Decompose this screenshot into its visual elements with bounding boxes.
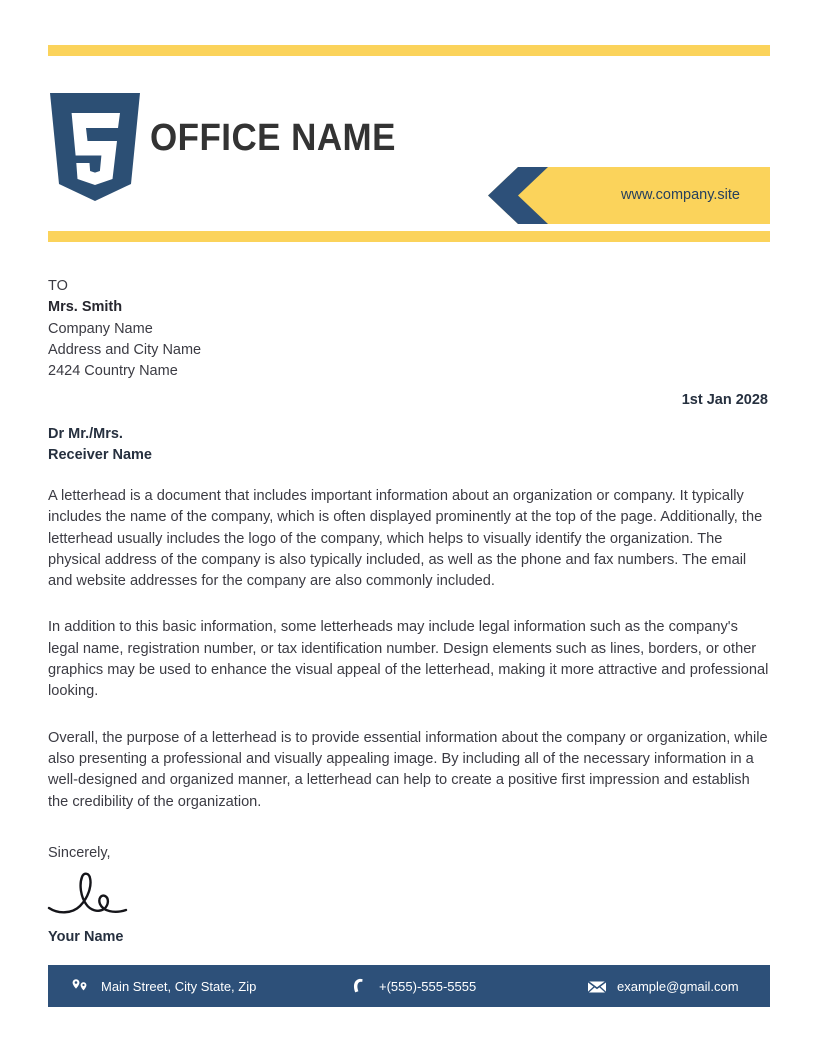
letter-date: 1st Jan 2028 <box>681 392 768 408</box>
body-paragraph-1: A letterhead is a document that includes important information about an organization or company. It typically includes the name of the company, which is often displayed prominently at the top of the page. Additionally, the letterhead usually includes the logo of the company, which helps to visually identify the organization. The physical address of the company is also typically included, as well as the phone and fax numbers. The email and website addresses for the company are also commonly included. <box>48 488 763 590</box>
recipient-to-label: TO <box>48 278 68 294</box>
body-paragraph-3: Overall, the purpose of a letterhead is to provide essential information about the company or organization, while also presenting a professional and visually appealing image. By including all of the necessary information in a well-designed and organized manner, a letterhead can help to create a positive first impression and establish the credibility of the organization. <box>48 729 768 810</box>
footer-address-item[interactable] <box>70 965 256 1007</box>
website-url[interactable]: www.company.site <box>621 187 740 203</box>
letter-body <box>48 486 770 813</box>
recipient-company: Company Name <box>48 320 153 337</box>
website-banner[interactable] <box>482 167 770 224</box>
body-paragraph-2: In addition to this basic information, some letterheads may include legal information such as the company's legal name, registration number, or tax identification number. Design elements such as lines, borders, or other graphics may be used to enhance the visual appeal of the letterhead, making it more attractive and professional looking. <box>48 619 769 700</box>
recipient-address: Address and City Name <box>48 341 202 358</box>
footer-email-item[interactable] <box>586 965 739 1007</box>
sender-name: Your Name <box>48 929 124 945</box>
salutation-line-2: Receiver Name <box>48 447 152 464</box>
closing-text: Sincerely, <box>48 845 111 861</box>
salutation-block <box>48 424 152 467</box>
phone-icon <box>348 977 370 995</box>
salutation-line-1: Dr Mr./Mrs. <box>48 426 123 442</box>
footer-email-text: example@gmail.com <box>617 978 739 994</box>
footer-phone-item[interactable] <box>348 965 476 1007</box>
handwritten-signature-icon <box>46 868 142 920</box>
footer-phone-text: +(555)-555-5555 <box>379 978 477 994</box>
header-divider-bar <box>48 231 770 242</box>
recipient-name: Mrs. Smith <box>48 299 123 316</box>
contact-footer-bar <box>48 965 770 1007</box>
location-pin-icon <box>70 977 92 995</box>
envelope-icon <box>586 977 608 995</box>
page-title: OFFICE NAME <box>150 117 396 159</box>
recipient-country: 2424 Country Name <box>48 363 178 380</box>
recipient-block <box>48 276 201 382</box>
footer-address-text: Main Street, City State, Zip <box>101 978 257 994</box>
shield-5-logo-icon <box>48 91 142 203</box>
top-accent-bar <box>48 45 770 56</box>
